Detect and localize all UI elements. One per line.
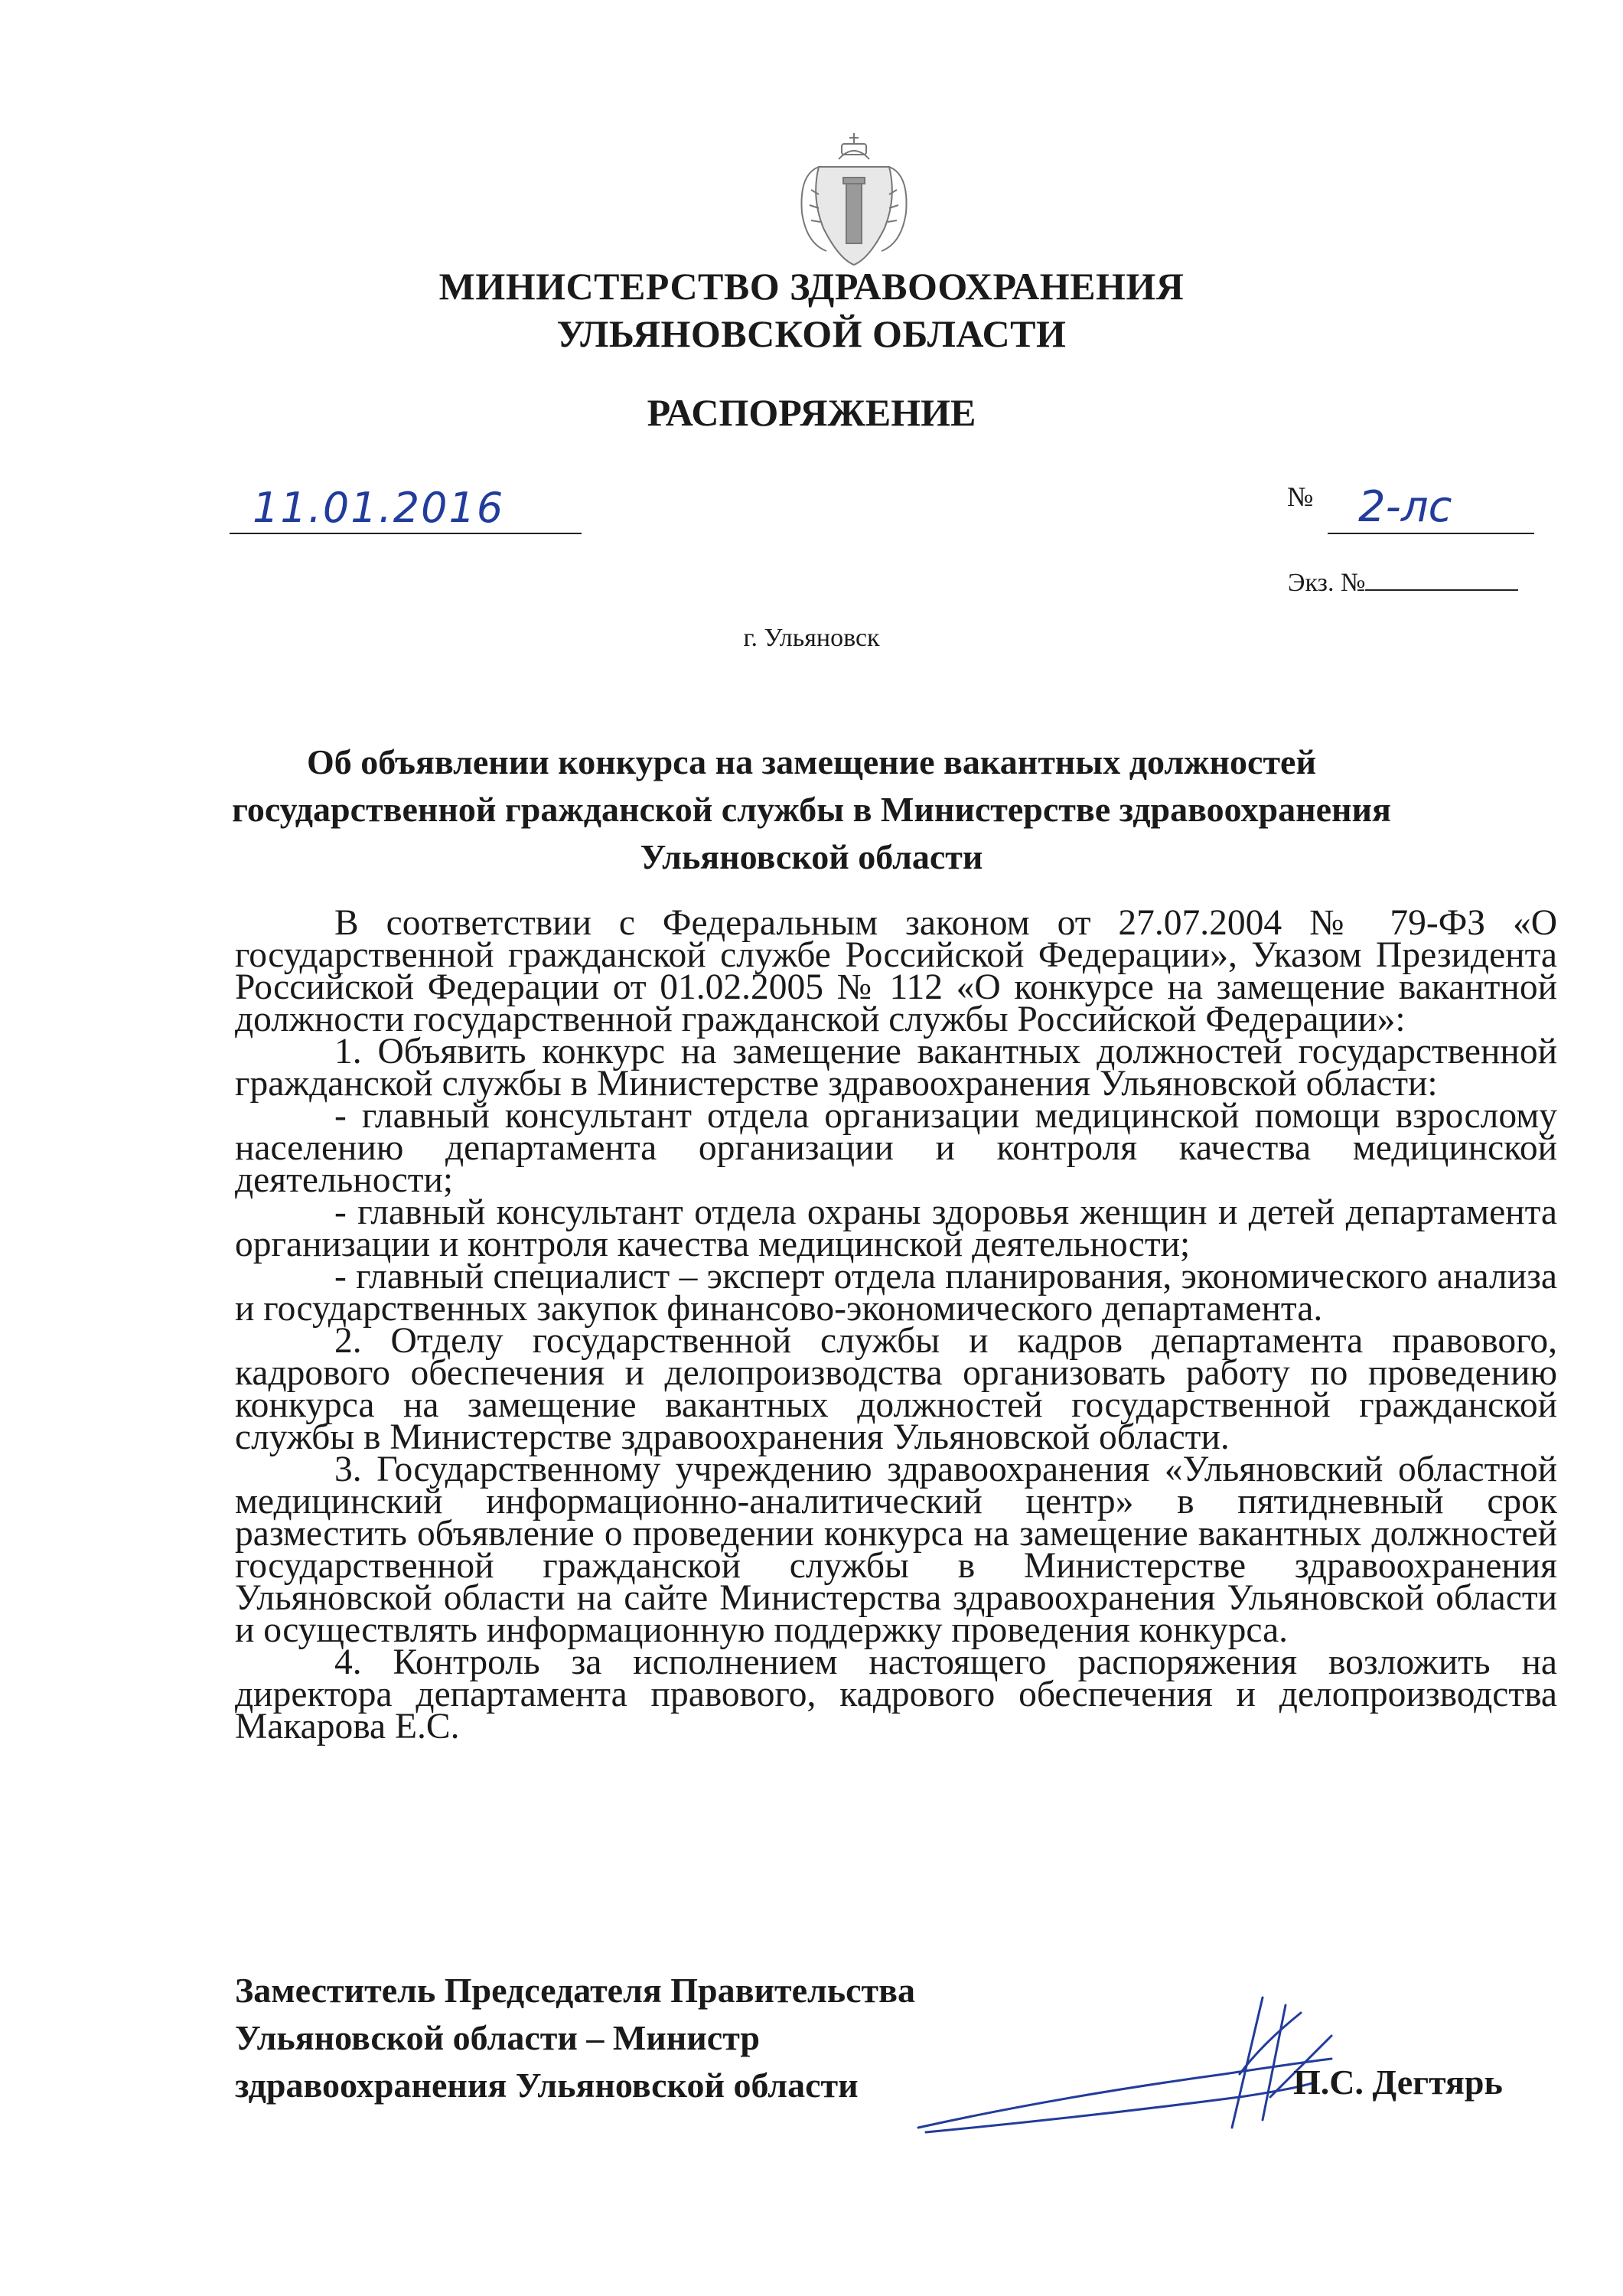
paragraph-item-3: 3. Государственному учреждению здравоохранения «Ульяновский областной медицинский информационно-аналитический центр» в пятидневный срок разместить объявление о проведении конкурса на замещение вакантных должностей государственной гражданской службы в Министерстве здравоохранения Ульяновской области на сайте Министерства здравоохранения Ульяновской области и осуществлять информационную поддержку проведения конкурса. (235, 1450, 1557, 1650)
city: г. Ульяновск (743, 624, 880, 652)
coat-of-arms-icon (796, 129, 912, 268)
signer-name: П.С. Дегтярь (1293, 2063, 1503, 2102)
document-body (235, 903, 1557, 1746)
paragraph-item-4: 4. Контроль за исполнением настоящего распоряжения возложить на директора департамента правового, кадрового обеспечения и делопроизводства Макарова Е.С. (235, 1642, 1557, 1746)
paragraph-preamble: В соответствии с Федеральным законом от 27.07.2004 № 79-ФЗ «О государственной гражданской службе Российской Федерации», Указом Президента Российской Федерации от 01.02.2005 № 112 «О конкурсе на замещение вакантной должности государственной гражданской службы Российской Федерации»: (235, 903, 1557, 1039)
document-subject (153, 739, 1470, 881)
paragraph-item-2: 2. Отделу государственной службы и кадров департамента правового, кадрового обеспечения и делопроизводства организовать работу по проведению конкурса на замещение вакантных должностей государственной гражданской службы в Министерстве здравоохранения Ульяновской области. (235, 1321, 1557, 1457)
paragraph-item-1: 1. Объявить конкурс на замещение вакантных должностей государственной гражданской службы в Министерстве здравоохранения Ульяновской области: (235, 1032, 1557, 1104)
subject-line-1: Об объявлении конкурса на замещение вакантных должностей (307, 742, 1316, 781)
number-value: 2-лс (1358, 482, 1452, 532)
paragraph-position-3: - главный специалист – эксперт отдела планирования, экономического анализа и государственных закупок финансово-экономического департамента. (235, 1257, 1557, 1329)
copy-number (1288, 566, 1518, 598)
signer-line-1: Заместитель Председателя Правительства (235, 1971, 915, 2010)
ministry-line-1: МИНИСТЕРСТВО ЗДРАВООХРАНЕНИЯ (438, 265, 1185, 308)
signer-line-2: Ульяновской области – Министр (235, 2018, 760, 2057)
signer-line-3: здравоохранения Ульяновской области (235, 2066, 859, 2105)
number-label: № (1287, 481, 1314, 512)
date-field (230, 484, 582, 534)
ministry-line-2: УЛЬЯНОВСКОЙ ОБЛАСТИ (556, 312, 1067, 355)
signer-position (235, 1967, 915, 2109)
date-value: 11.01.2016 (253, 484, 505, 532)
document-type: РАСПОРЯЖЕНИЕ (647, 391, 976, 434)
subject-line-3: Ульяновской области (640, 837, 983, 876)
subject-line-2: государственной гражданской службы в Министерстве здравоохранения (232, 790, 1391, 829)
copy-label: Экз. № (1288, 569, 1366, 597)
ministry-title (0, 263, 1623, 357)
paragraph-position-1: - главный консультант отдела организации медицинской помощи взрослому населению департамента организации и контроля качества медицинской деятельности; (235, 1096, 1557, 1200)
copy-number-line (1365, 566, 1518, 591)
paragraph-position-2: - главный консультант отдела охраны здоровья женщин и детей департамента организации и контроля качества медицинской деятельности; (235, 1192, 1557, 1264)
number-field (1328, 482, 1534, 534)
